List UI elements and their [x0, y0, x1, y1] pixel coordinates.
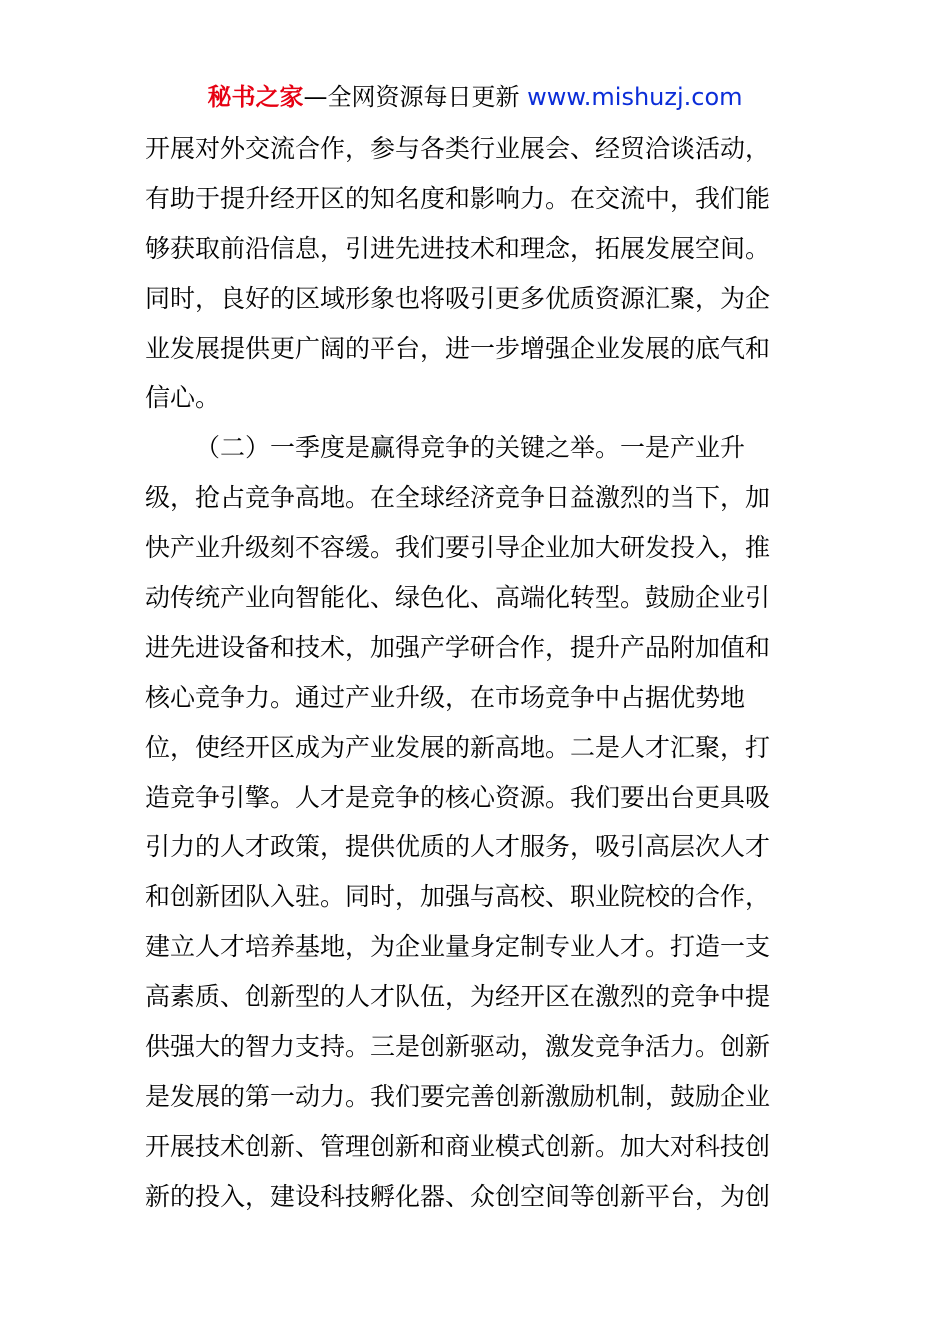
- text-line: 是发展的第一动力。我们要完善创新激励机制，鼓励企业: [145, 1081, 771, 1111]
- text-line: 建立人才培养基地，为企业量身定制专业人才。打造一支: [145, 932, 771, 962]
- text-line: 位，使经开区成为产业发展的新高地。二是人才汇聚，打: [145, 732, 771, 762]
- section-heading-line: （二）一季度是赢得竞争的关键之举。一是产业升: [195, 433, 746, 463]
- text-line: 够获取前沿信息，引进先进技术和理念，拓展发展空间。: [145, 233, 771, 263]
- document-body: [145, 124, 805, 1222]
- text-line: 进先进设备和技术，加强产学研合作，提升产品附加值和: [145, 632, 771, 662]
- site-url-link[interactable]: www.mishuzj.com: [527, 83, 743, 111]
- text-line: 级，抢占竞争高地。在全球经济竞争日益激烈的当下，加: [145, 483, 771, 513]
- brand-name: 秘书之家: [207, 83, 304, 111]
- text-line: 开展技术创新、管理创新和商业模式创新。加大对科技创: [145, 1131, 771, 1161]
- text-line: 新的投入，建设科技孵化器、众创空间等创新平台，为创: [145, 1181, 771, 1211]
- text-line: 信心。: [145, 383, 221, 413]
- text-line: 开展对外交流合作，参与各类行业展会、经贸洽谈活动，: [145, 134, 771, 163]
- text-line: 造竞争引擎。人才是竞争的核心资源。我们要出台更具吸: [145, 782, 771, 812]
- text-line: 供强大的智力支持。三是创新驱动，激发竞争活力。创新: [145, 1032, 771, 1062]
- text-line: 核心竞争力。通过产业升级，在市场竞争中占据优势地: [145, 682, 746, 712]
- text-line: 引力的人才政策，提供优质的人才服务，吸引高层次人才: [145, 832, 771, 862]
- text-line: 快产业升级刻不容缓。我们要引导企业加大研发投入，推: [145, 533, 771, 563]
- text-line: 有助于提升经开区的知名度和影响力。在交流中，我们能: [145, 183, 771, 213]
- text-line: 动传统产业向智能化、绿色化、高端化转型。鼓励企业引: [145, 583, 771, 613]
- text-line: 同时，良好的区域形象也将吸引更多优质资源汇聚，为企: [145, 283, 771, 313]
- header-tagline: —全网资源每日更新: [303, 83, 520, 111]
- text-line: 业发展提供更广阔的平台，进一步增强企业发展的底气和: [145, 333, 771, 363]
- text-line: 高素质、创新型的人才队伍，为经开区在激烈的竞争中提: [145, 982, 771, 1012]
- text-line: 和创新团队入驻。同时，加强与高校、职业院校的合作，: [145, 882, 771, 912]
- page-header: [0, 80, 950, 114]
